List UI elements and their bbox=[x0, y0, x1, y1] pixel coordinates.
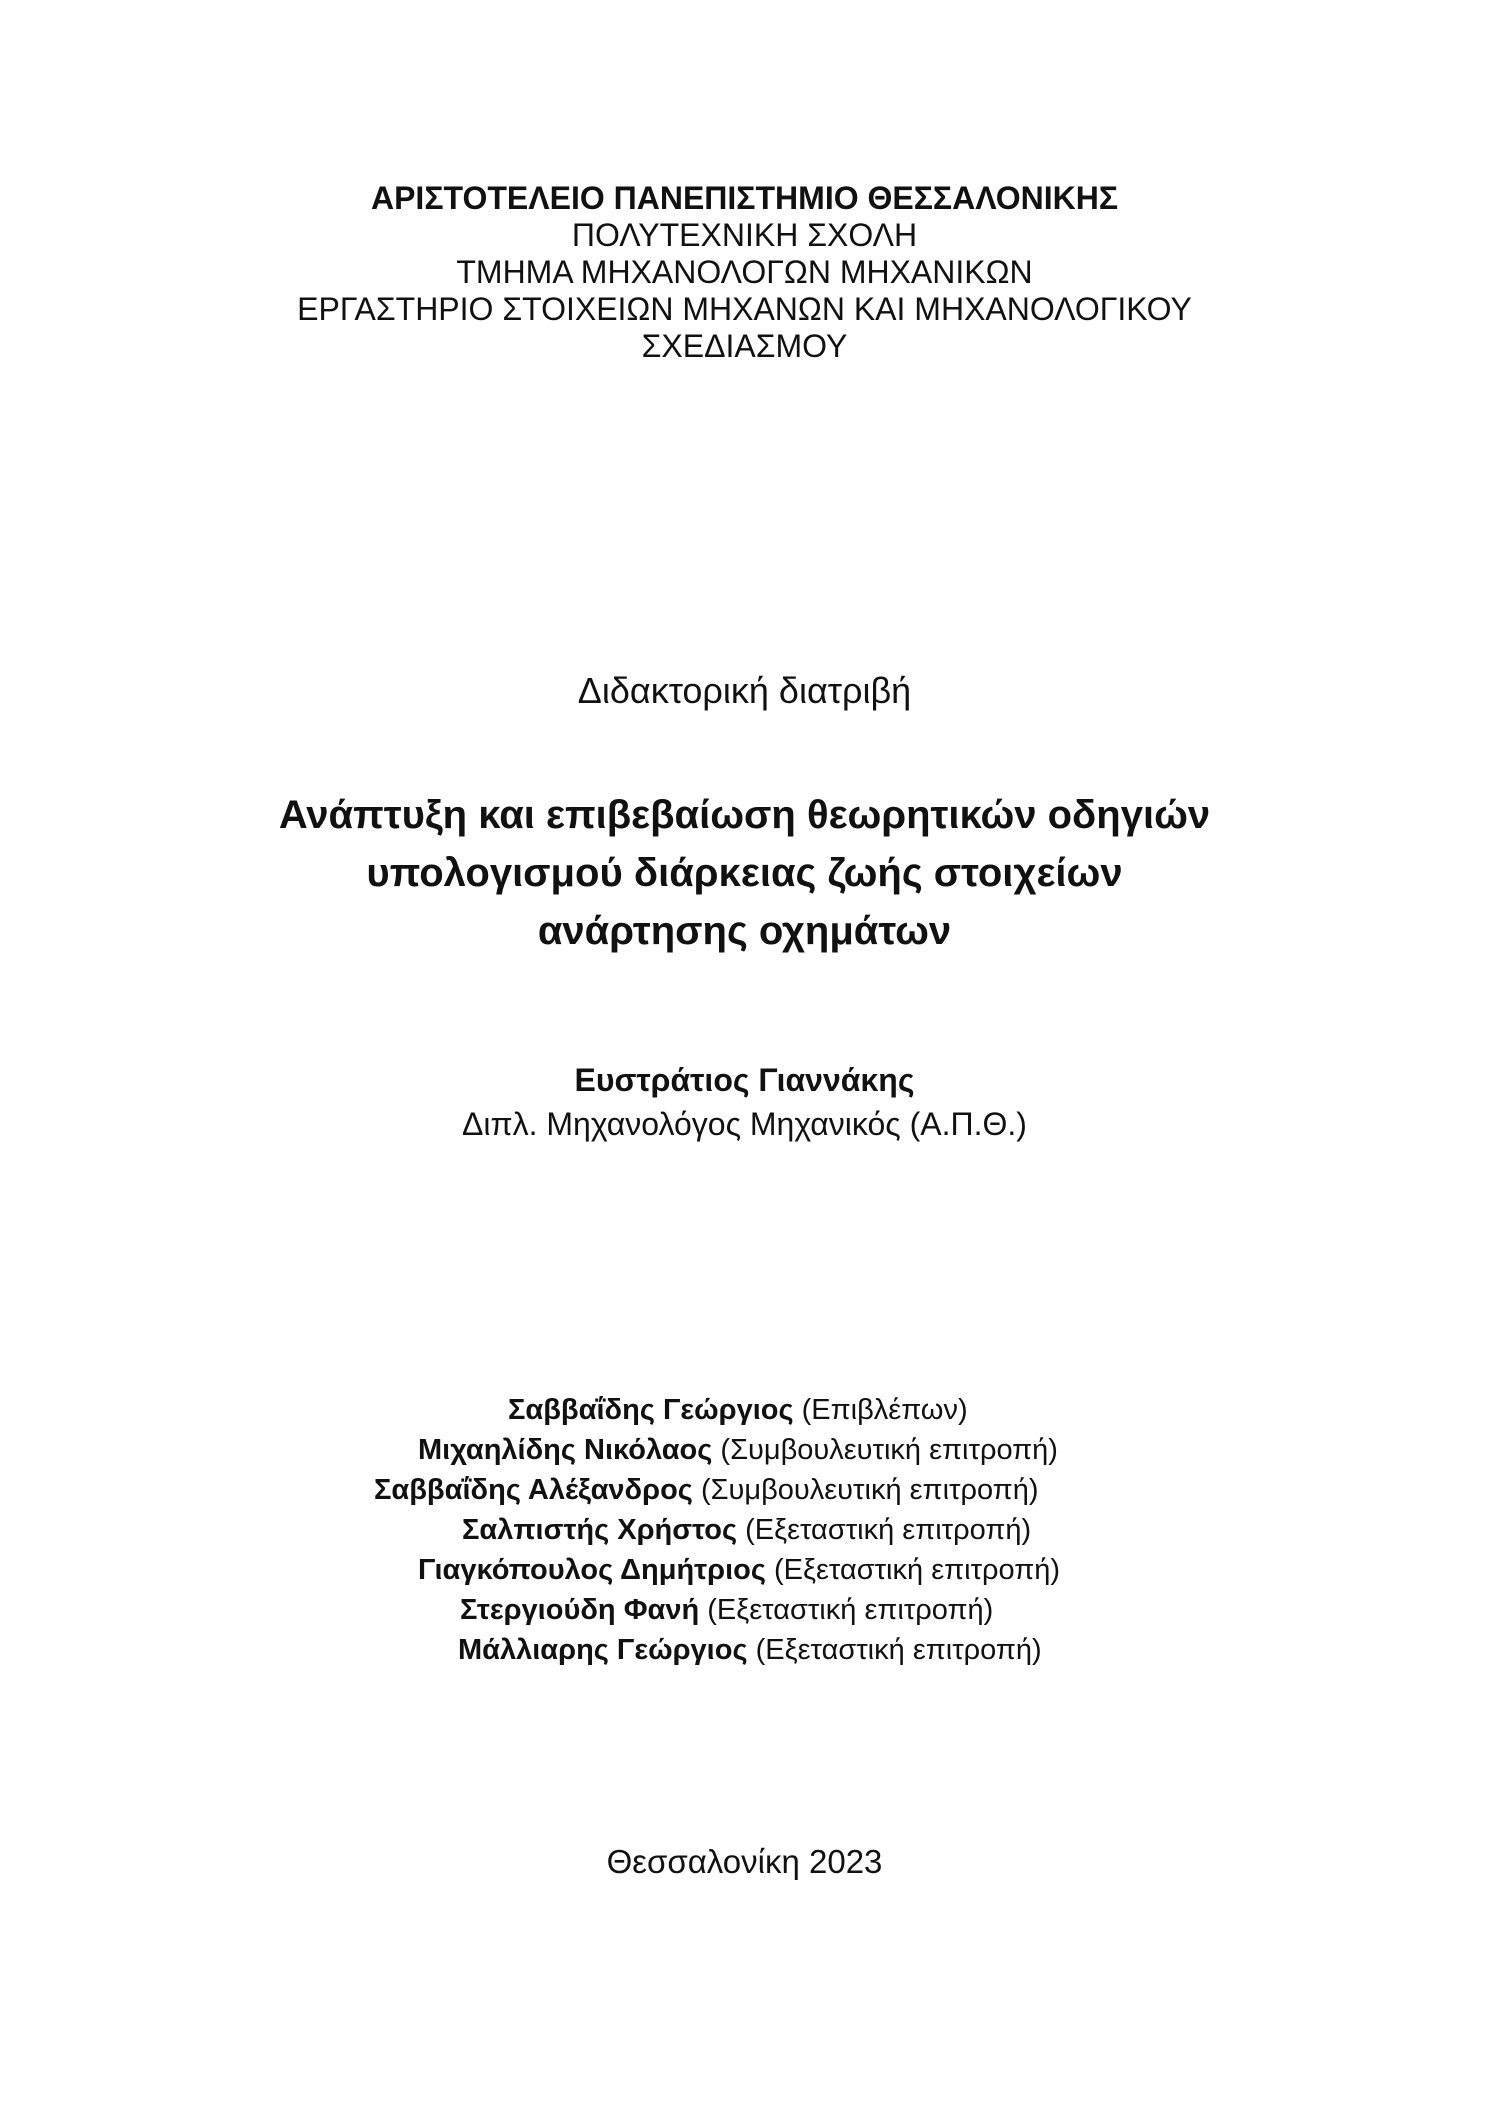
laboratory-name-line2: ΣΧΕΔΙΑΣΜΟΥ bbox=[641, 328, 848, 364]
committee-member-name: Γιαγκόπουλος Δημήτριος bbox=[418, 1554, 766, 1586]
institution-header bbox=[0, 180, 1489, 365]
committee-member-role: (Εξεταστική επιτροπή) bbox=[773, 1554, 1061, 1586]
document-type: Διδακτορική διατριβή bbox=[577, 670, 912, 711]
thesis-title-line2: υπολογισμού διάρκειας ζωής στοιχείων bbox=[366, 851, 1123, 895]
committee-member bbox=[460, 1590, 993, 1630]
committee-member-name: Μάλλιαρης Γεώργιος bbox=[458, 1634, 748, 1666]
committee-member-role: (Εξεταστική επιτροπή) bbox=[745, 1514, 1032, 1546]
thesis-title bbox=[0, 786, 1489, 960]
university-name: ΑΡΙΣΤΟΤΕΛΕΙΟ ΠΑΝΕΠΙΣΤΗΜΙΟ ΘΕΣΣΑΛΟΝΙΚΗΣ bbox=[370, 180, 1119, 216]
committee-member bbox=[458, 1630, 1042, 1670]
author-block bbox=[0, 1058, 1489, 1146]
author-name: Ευστράτιος Γιαννάκης bbox=[574, 1062, 915, 1098]
committee-member-role: (Συμβουλευτική επιτροπή) bbox=[720, 1434, 1058, 1466]
thesis-title-line3: ανάρτησης οχημάτων bbox=[537, 909, 952, 953]
place-and-year: Θεσσαλονίκη 2023 bbox=[606, 1843, 883, 1880]
laboratory-name-line1: ΕΡΓΑΣΤΗΡΙΟ ΣΤΟΙΧΕΙΩΝ ΜΗΧΑΝΩΝ ΚΑΙ ΜΗΧΑΝΟΛΟΓΙΚΟΥ bbox=[297, 291, 1192, 327]
committee-member-role: (Εξεταστική επιτροπή) bbox=[755, 1634, 1042, 1666]
committee-member-role: (Συμβουλευτική επιτροπή) bbox=[700, 1474, 1039, 1506]
committee-member bbox=[374, 1470, 1038, 1510]
department-name: ΤΜΗΜΑ ΜΗΧΑΝΟΛΟΓΩΝ ΜΗΧΑΝΙΚΩΝ bbox=[456, 254, 1033, 290]
committee-member bbox=[462, 1510, 1031, 1550]
committee-member bbox=[508, 1390, 968, 1430]
committee-member-name: Μιχαηλίδης Νικόλαος bbox=[418, 1434, 713, 1466]
thesis-title-line1: Ανάπτυξη και επιβεβαίωση θεωρητικών οδηγιών bbox=[278, 793, 1211, 837]
author-degree: Διπλ. Μηχανολόγος Μηχανικός (Α.Π.Θ.) bbox=[462, 1106, 1027, 1142]
committee-member-role: (Επιβλέπων) bbox=[801, 1394, 968, 1426]
school-name: ΠΟΛΥΤΕΧΝΙΚΗ ΣΧΟΛΗ bbox=[571, 217, 918, 253]
committee-member-name: Σαλπιστής Χρήστος bbox=[462, 1514, 738, 1546]
committee-member-name: Σαββαΐδης Γεώργιος bbox=[508, 1394, 794, 1426]
committee-member-name: Στεργιούδη Φανή bbox=[460, 1594, 700, 1626]
committee-member-role: (Εξεταστική επιτροπή) bbox=[707, 1594, 994, 1626]
committee-member-name: Σαββαΐδης Αλέξανδρος bbox=[374, 1474, 693, 1506]
committee-member bbox=[418, 1550, 1060, 1590]
committee-member bbox=[418, 1430, 1058, 1470]
